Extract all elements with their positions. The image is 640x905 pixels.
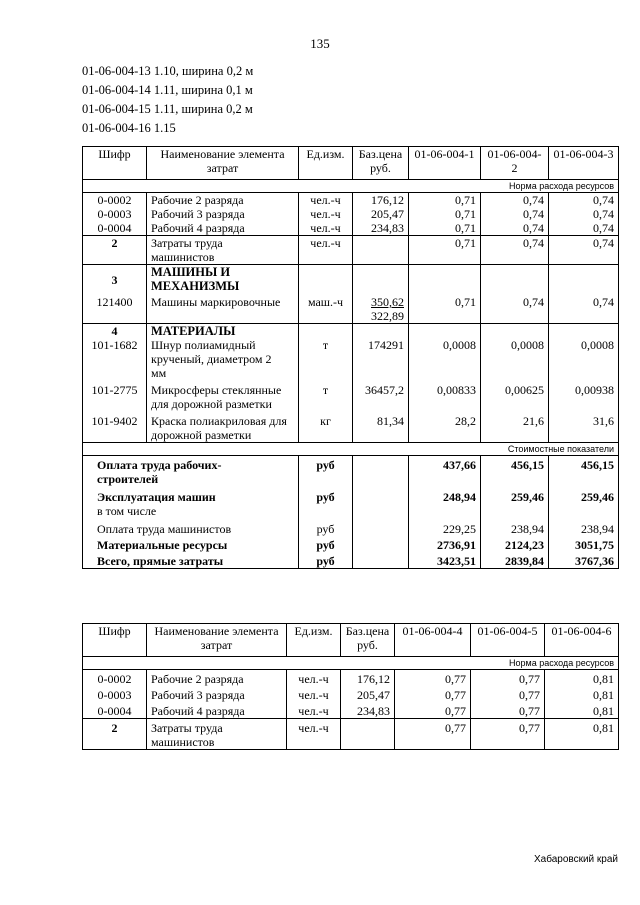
row-code: 3 [83, 265, 147, 294]
row-name: Рабочий 3 разряда [147, 686, 287, 702]
row-value: 0,81 [545, 670, 619, 687]
cost-value: 2736,91 [409, 536, 481, 552]
table-row [83, 265, 619, 294]
row-value: 0,00938 [549, 380, 619, 411]
row-value: 0,71 [409, 293, 481, 324]
cost-value: 456,15 [549, 456, 619, 487]
row-value: 0,77 [395, 686, 471, 702]
row-name-line: Затраты труда [151, 236, 223, 250]
table-row [83, 670, 619, 687]
row-price [353, 236, 409, 265]
header-col1: 01-06-004-1 [409, 147, 481, 180]
row-value: 0,0008 [409, 338, 481, 380]
cost-value: 248,94 [409, 486, 481, 504]
row-name-line: дорожной разметки [151, 428, 252, 442]
row-code: 0-0003 [83, 207, 147, 221]
table-header-row [83, 624, 619, 657]
header-col1: 01-06-004-4 [395, 624, 471, 657]
header-col2: 01-06-004-5 [471, 624, 545, 657]
cost-unit: руб [299, 518, 353, 536]
code-line: 01-06-004-14 1.11, ширина 0,1 м [82, 83, 253, 97]
table-row [83, 207, 619, 221]
cost-value: 3051,75 [549, 536, 619, 552]
section-cost-label: Стоимостные показатели [83, 443, 619, 456]
code-line: 01-06-004-16 1.15 [82, 121, 176, 135]
header-col3: 01-06-004-6 [545, 624, 619, 657]
row-value: 0,81 [545, 702, 619, 719]
cost-value: 2839,84 [481, 552, 549, 569]
cost-name: Всего, прямые затраты [83, 552, 299, 569]
section-title [147, 265, 299, 294]
footer-region: Хабаровский край [533, 854, 618, 865]
row-code: 121400 [83, 293, 147, 324]
row-value: 0,74 [549, 221, 619, 236]
row-value: 0,00625 [481, 380, 549, 411]
cost-row [83, 536, 619, 552]
row-value: 0,71 [409, 221, 481, 236]
resource-table-1 [82, 146, 619, 569]
row-price: 36457,2 [353, 380, 409, 411]
row-name [147, 411, 299, 443]
code-line: 01-06-004-13 1.10, ширина 0,2 м [82, 64, 254, 78]
row-unit: чел.-ч [299, 193, 353, 208]
row-value: 0,71 [409, 236, 481, 265]
row-unit: кг [299, 411, 353, 443]
header-price: Баз.цена руб. [341, 624, 395, 657]
row-code: 0-0003 [83, 686, 147, 702]
cost-name-line: Оплата труда рабочих- [97, 458, 222, 472]
cost-unit: руб [299, 456, 353, 487]
row-name [147, 338, 299, 380]
row-value: 0,74 [481, 193, 549, 208]
row-code: 2 [83, 236, 147, 265]
row-name-line: Шнур полиамидный [151, 338, 256, 352]
section-row [83, 443, 619, 456]
row-value: 0,77 [471, 719, 545, 750]
table-row [83, 411, 619, 443]
cost-value: 437,66 [409, 456, 481, 487]
row-code: 101-2775 [83, 380, 147, 411]
cost-name-line: строителей [97, 472, 159, 486]
row-value: 0,74 [549, 236, 619, 265]
row-name: Рабочий 3 разряда [147, 207, 299, 221]
row-unit: чел.-ч [299, 207, 353, 221]
row-price: 234,83 [353, 221, 409, 236]
row-value: 0,74 [481, 221, 549, 236]
cost-value: 2124,23 [481, 536, 549, 552]
cost-row [83, 456, 619, 487]
table-row [83, 686, 619, 702]
row-price: 234,83 [341, 702, 395, 719]
row-value: 28,2 [409, 411, 481, 443]
header-code: Шифр [83, 147, 147, 180]
row-value: 0,0008 [549, 338, 619, 380]
row-value: 0,77 [471, 686, 545, 702]
cost-value: 238,94 [549, 518, 619, 536]
cost-row [83, 518, 619, 536]
row-code: 4 [83, 324, 147, 339]
row-value: 0,74 [549, 293, 619, 324]
row-price: 176,12 [353, 193, 409, 208]
row-value: 0,74 [481, 236, 549, 265]
cost-unit: руб [299, 552, 353, 569]
header-col3: 01-06-004-3 [549, 147, 619, 180]
row-unit: чел.-ч [299, 221, 353, 236]
table-row [83, 702, 619, 719]
table-row [83, 719, 619, 750]
row-name-line: Затраты труда [151, 721, 223, 735]
header-name: Наименование элемента затрат [147, 624, 287, 657]
cost-row [83, 504, 619, 518]
row-price-secondary: 322,89 [371, 309, 404, 323]
row-unit: чел.-ч [287, 670, 341, 687]
row-unit: т [299, 338, 353, 380]
table-header-row [83, 147, 619, 180]
row-name: Рабочий 4 разряда [147, 702, 287, 719]
table-row [83, 221, 619, 236]
row-unit: чел.-ч [287, 719, 341, 750]
row-price: 176,12 [341, 670, 395, 687]
row-price [353, 293, 409, 324]
row-value: 31,6 [549, 411, 619, 443]
cost-row [83, 486, 619, 504]
row-name-line: Микросферы стеклянные [151, 383, 282, 397]
row-price: 205,47 [341, 686, 395, 702]
header-unit: Ед.изм. [299, 147, 353, 180]
row-value: 0,74 [481, 293, 549, 324]
table-row [83, 380, 619, 411]
row-value: 0,81 [545, 719, 619, 750]
cost-value: 3767,36 [549, 552, 619, 569]
row-value: 0,74 [549, 193, 619, 208]
header-code: Шифр [83, 624, 147, 657]
row-price-primary: 350,62 [371, 295, 404, 309]
row-unit: чел.-ч [287, 702, 341, 719]
row-unit: чел.-ч [299, 236, 353, 265]
row-code: 101-1682 [83, 338, 147, 380]
row-name-line: машинистов [151, 250, 215, 264]
row-value: 21,6 [481, 411, 549, 443]
cost-value: 456,15 [481, 456, 549, 487]
header-unit: Ед.изм. [287, 624, 341, 657]
row-price: 81,34 [353, 411, 409, 443]
header-price: Баз.цена руб. [353, 147, 409, 180]
cost-value: 229,25 [409, 518, 481, 536]
row-value: 0,71 [409, 193, 481, 208]
code-list [82, 62, 253, 138]
row-name: Рабочий 4 разряда [147, 221, 299, 236]
row-code: 0-0004 [83, 702, 147, 719]
row-code: 0-0004 [83, 221, 147, 236]
section-row [83, 657, 619, 670]
row-name [147, 236, 299, 265]
row-code: 0-0002 [83, 193, 147, 208]
row-value: 0,77 [395, 702, 471, 719]
cost-unit: руб [299, 536, 353, 552]
cost-value: 259,46 [549, 486, 619, 504]
cost-name: Материальные ресурсы [83, 536, 299, 552]
cost-unit: руб [299, 486, 353, 504]
row-value: 0,74 [549, 207, 619, 221]
section-title-line: МЕХАНИЗМЫ [151, 279, 240, 293]
row-name-line: крученый, диаметром 2 [151, 352, 272, 366]
cost-name: в том числе [83, 504, 299, 518]
section-title: МАТЕРИАЛЫ [147, 324, 299, 339]
cost-value: 259,46 [481, 486, 549, 504]
cost-value: 3423,51 [409, 552, 481, 569]
section-norm-label: Норма расхода ресурсов [83, 180, 619, 193]
code-line: 01-06-004-15 1.11, ширина 0,2 м [82, 102, 253, 116]
row-value: 0,74 [481, 207, 549, 221]
row-name: Рабочие 2 разряда [147, 193, 299, 208]
row-name: Рабочие 2 разряда [147, 670, 287, 687]
page-number: 135 [310, 36, 330, 51]
cost-name: Оплата труда машинистов [83, 518, 299, 536]
row-name: Машины маркировочные [147, 293, 299, 324]
table-row [83, 338, 619, 380]
row-unit: чел.-ч [287, 686, 341, 702]
cost-name: Эксплуатация машин [83, 486, 299, 504]
row-unit: маш.-ч [299, 293, 353, 324]
row-value: 0,81 [545, 686, 619, 702]
row-name-line: мм [151, 366, 167, 380]
row-value: 0,00833 [409, 380, 481, 411]
cost-row [83, 552, 619, 569]
resource-table-2 [82, 623, 619, 750]
row-name [147, 380, 299, 411]
table-row [83, 293, 619, 324]
row-value: 0,77 [471, 670, 545, 687]
header-name: Наименование элемента затрат [147, 147, 299, 180]
row-value: 0,0008 [481, 338, 549, 380]
cost-name [83, 456, 299, 487]
header-col2: 01-06-004-2 [481, 147, 549, 180]
section-title-line: МАШИНЫ И [151, 265, 231, 279]
row-name-line: Краска полиакриловая для [151, 414, 287, 428]
row-value: 0,77 [395, 670, 471, 687]
row-name-line: машинистов [151, 735, 215, 749]
table-row [83, 236, 619, 265]
row-unit: т [299, 380, 353, 411]
row-code: 0-0002 [83, 670, 147, 687]
row-price: 174291 [353, 338, 409, 380]
section-norm-label: Норма расхода ресурсов [83, 657, 619, 670]
cost-value: 238,94 [481, 518, 549, 536]
row-name [147, 719, 287, 750]
row-code: 2 [83, 719, 147, 750]
row-value: 0,71 [409, 207, 481, 221]
section-row [83, 180, 619, 193]
row-value: 0,77 [395, 719, 471, 750]
table-row [83, 193, 619, 208]
row-code: 101-9402 [83, 411, 147, 443]
table-row [83, 324, 619, 339]
row-value: 0,77 [471, 702, 545, 719]
row-price: 205,47 [353, 207, 409, 221]
row-name-line: для дорожной разметки [151, 397, 272, 411]
